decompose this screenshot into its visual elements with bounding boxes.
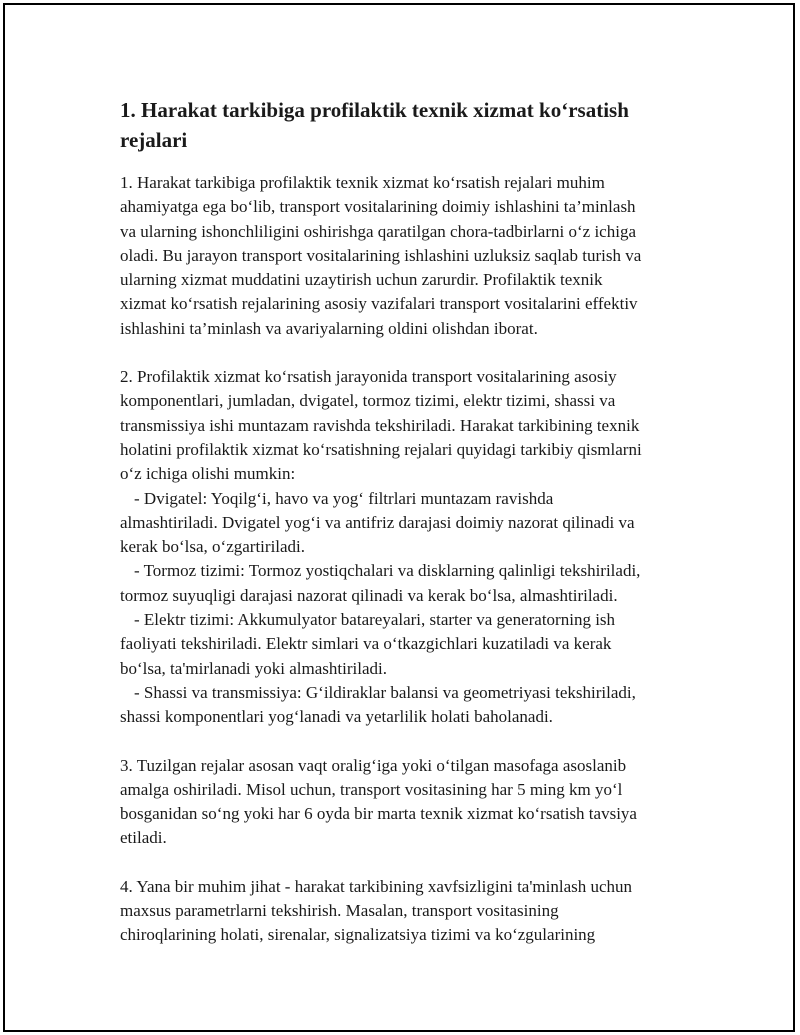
text-line: 1. Harakat tarkibiga profilaktik texnik xizmat ko‘rsatish rejalari muhim (120, 173, 605, 192)
document-body (120, 95, 695, 972)
text-line: xizmat ko‘rsatish rejalarining asosiy vazifalari transport vositalarini effektiv (120, 294, 638, 314)
heading-line: rejalari (120, 128, 188, 152)
text-line: bosganidan so‘ng yoki har 6 oyda bir marta texnik xizmat ko‘rsatish tavsiya (120, 804, 637, 824)
list-item-elektr: - Elektr tizimi: Akkumulyator batareyalari, starter va generatorning ish (134, 610, 616, 630)
text-line: transmissiya ishi muntazam ravishda tekshiriladi. Harakat tarkibining texnik (120, 415, 640, 435)
text-line: etiladi. (120, 828, 167, 848)
text-line: shassi komponentlari yog‘lanadi va yetarlilik holati baholanadi. (120, 707, 553, 727)
paragraph-3 (120, 754, 695, 851)
paragraph-2 (120, 365, 695, 729)
text-line: ahamiyatga ega bo‘lib, transport vositalarining doimiy ishlashini ta’minlash (120, 197, 636, 217)
text-line: tormoz suyuqligi darajasi nazorat qilinadi va kerak bo‘lsa, almashtiriladi. (120, 585, 618, 605)
text-line: 3. Tuzilgan rejalar asosan vaqt oralig‘iga yoki o‘tilgan masofaga asoslanib (120, 755, 627, 775)
text-line: oladi. Bu jarayon transport vositalarining ishlashini uzluksiz saqlab turish va (120, 245, 642, 265)
text-line: o‘z ichiga olishi mumkin: (120, 464, 296, 484)
heading-line: 1. Harakat tarkibiga profilaktik texnik xizmat ko‘rsatish (120, 98, 629, 122)
text-line: 4. Yana bir muhim jihat - harakat tarkibining xavfsizligini ta'minlash uchun (120, 876, 633, 896)
paragraph-4 (120, 875, 695, 948)
text-line: almashtiriladi. Dvigatel yog‘i va antifriz darajasi doimiy nazorat qilinadi va (120, 512, 635, 532)
text-line: faoliyati tekshiriladi. Elektr simlari va o‘tkazgichlari kuzatiladi va kerak (120, 634, 612, 654)
list-item-shassi: - Shassi va transmissiya: G‘ildiraklar balansi va geometriyasi tekshiriladi, (134, 682, 636, 702)
text-line: maxsus parametrlarni tekshirish. Masalan, transport vositasining (120, 901, 559, 921)
section-heading (120, 95, 695, 155)
text-line: kerak bo‘lsa, o‘zgartiriladi. (120, 537, 306, 557)
text-line: holatini profilaktik xizmat ko‘rsatishning rejalari quyidagi tarkibiy qismlarni (120, 439, 642, 459)
text-line: komponentlari, jumladan, dvigatel, tormoz tizimi, elektr tizimi, shassi va (120, 391, 616, 411)
document-page (3, 3, 795, 1032)
text-line: bo‘lsa, ta'mirlanadi yoki almashtiriladi. (120, 658, 387, 678)
text-line: ishlashini ta’minlash va avariyalarning oldini olishdan iborat. (120, 318, 538, 338)
text-line: va ularning ishonchliligini oshirishga qaratilgan chora-tadbirlarni o‘z ichiga (120, 221, 636, 241)
list-item-tormoz: - Tormoz tizimi: Tormoz yostiqchalari va disklarning qalinligi tekshiriladi, (134, 561, 641, 581)
paragraph-1 (120, 171, 695, 341)
list-item-dvigatel: - Dvigatel: Yoqilg‘i, havo va yog‘ filtrlari muntazam ravishda (134, 488, 554, 508)
text-line: 2. Profilaktik xizmat ko‘rsatish jarayonida transport vositalarining asosiy (120, 367, 617, 387)
text-line: amalga oshiriladi. Misol uchun, transport vositasining har 5 ming km yo‘l (120, 779, 623, 799)
text-line: chiroqlarining holati, sirenalar, signalizatsiya tizimi va ko‘zgularining (120, 925, 596, 945)
text-line: ularning xizmat muddatini uzaytirish uchun zarurdir. Profilaktik texnik (120, 270, 603, 290)
